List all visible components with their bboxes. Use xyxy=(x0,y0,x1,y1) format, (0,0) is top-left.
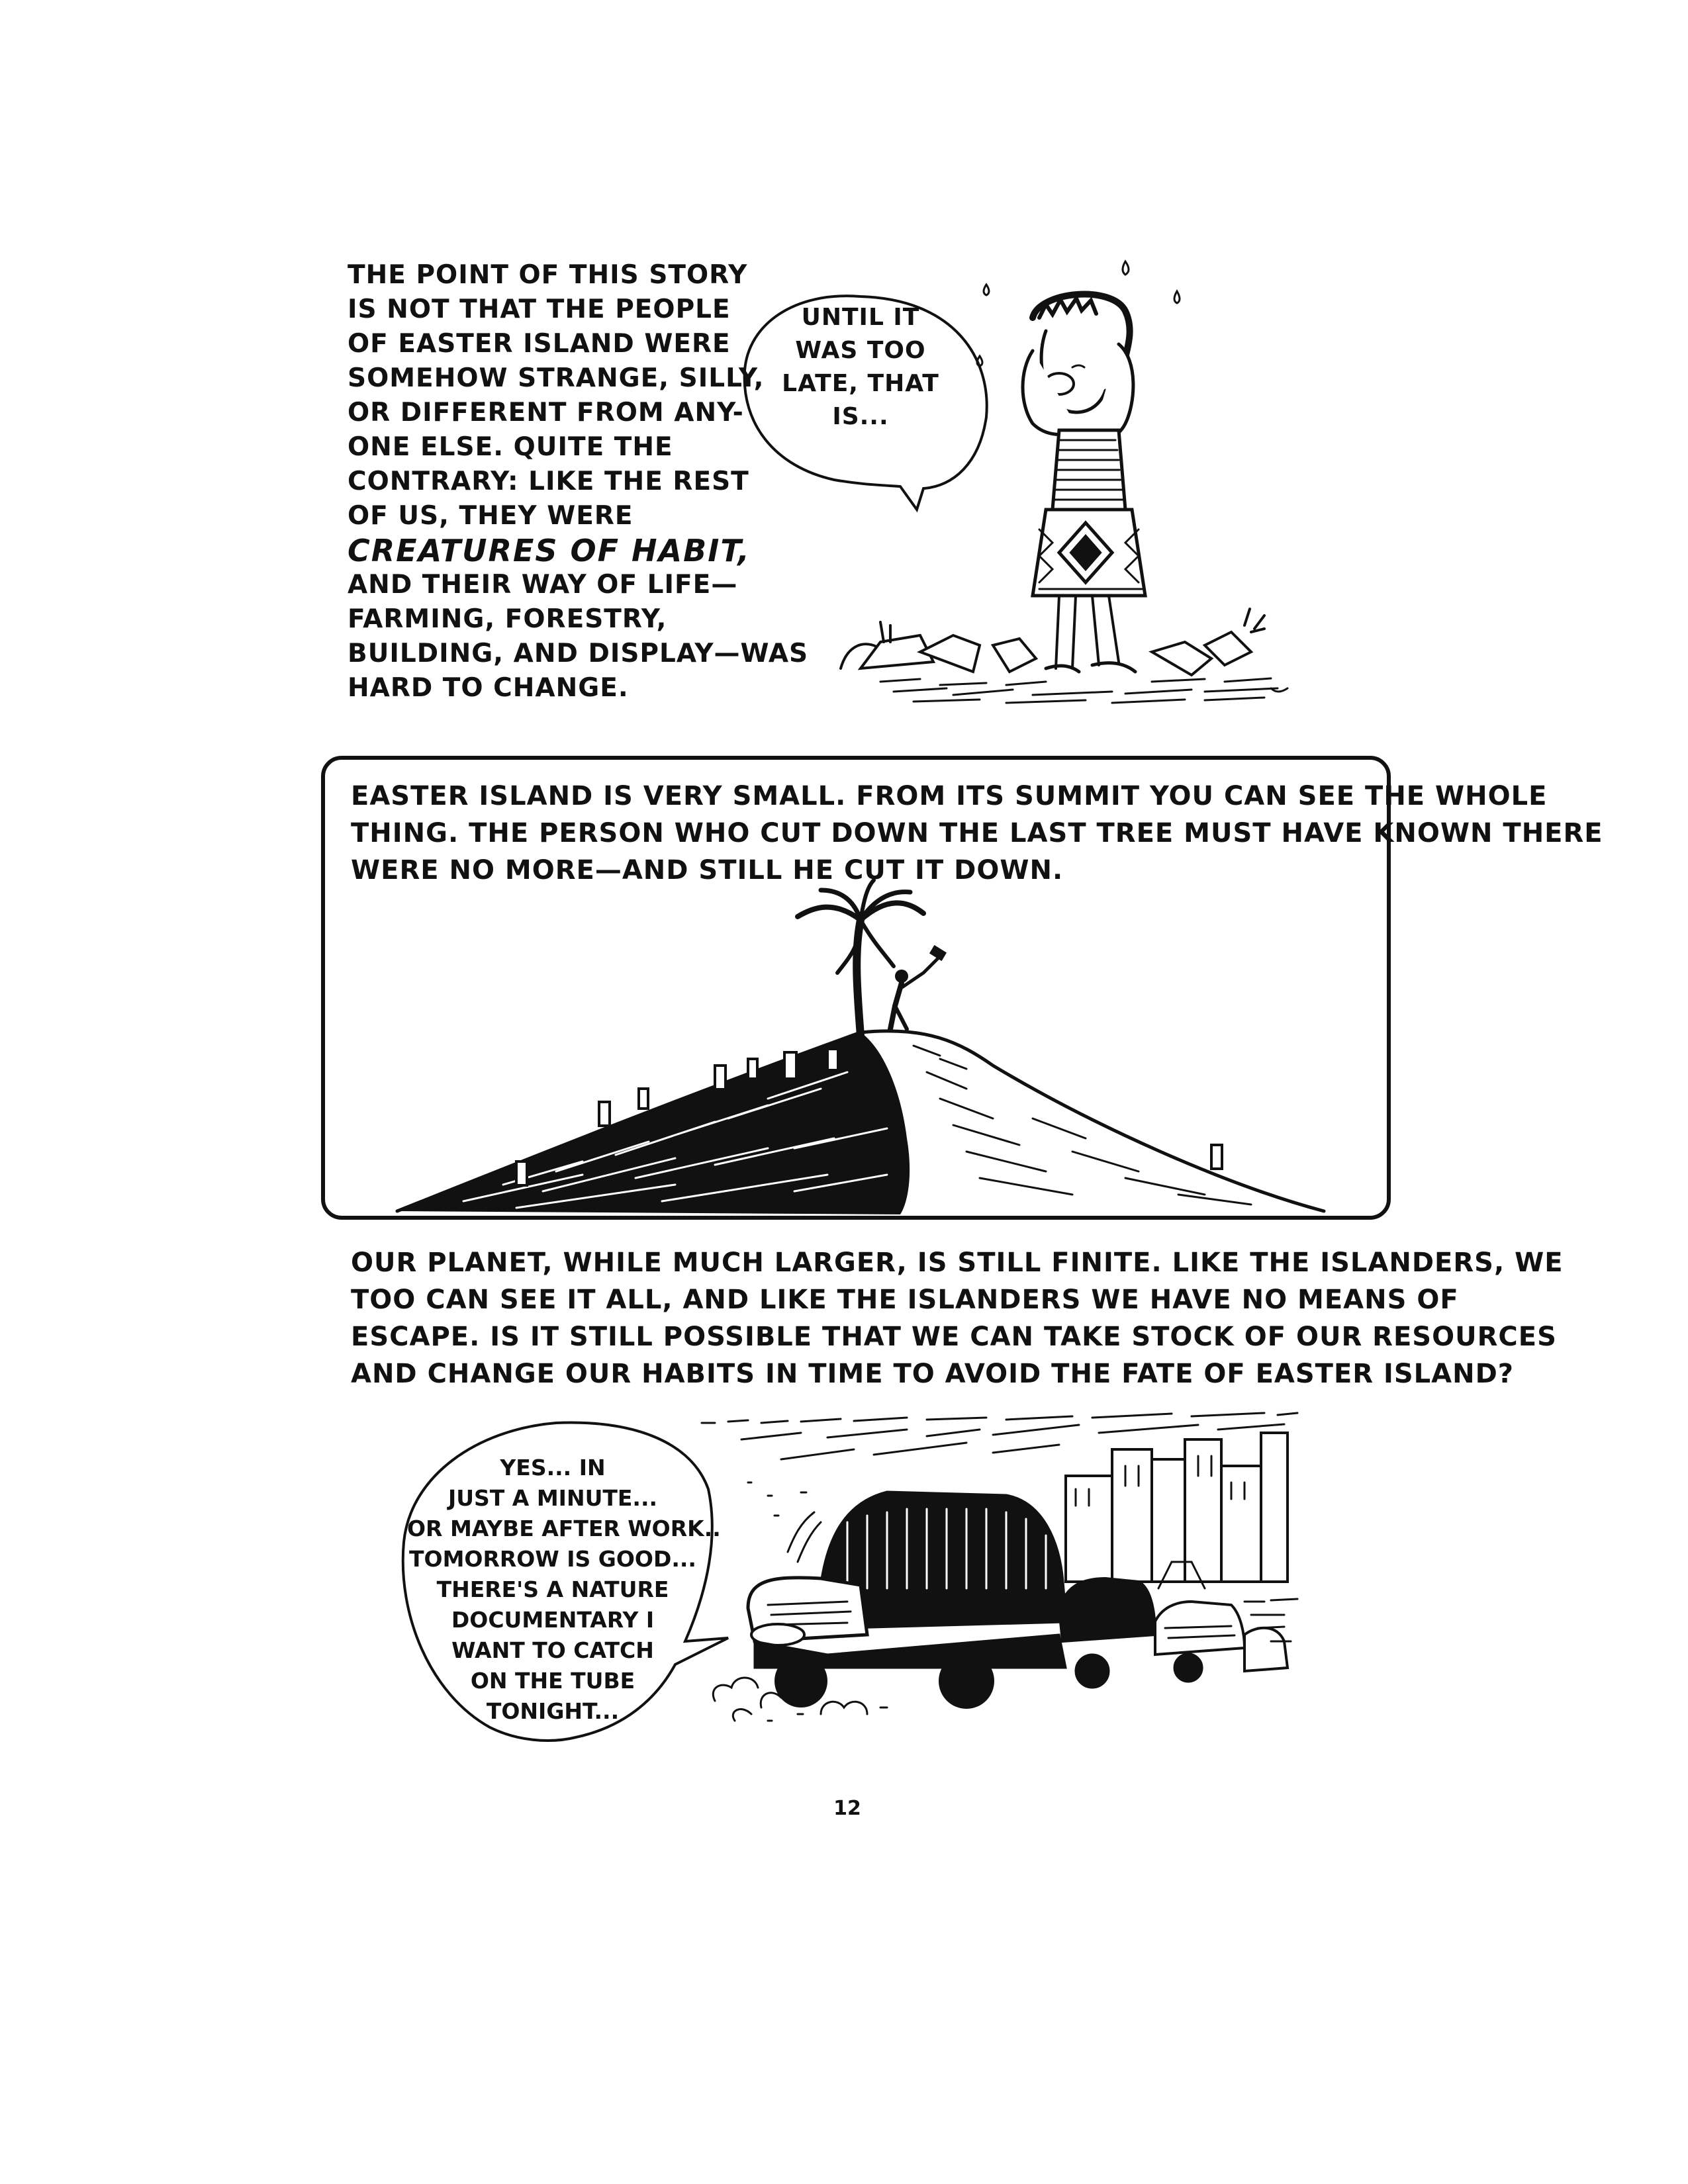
caption-line: SOMEHOW STRANGE, SILLY, xyxy=(348,363,765,393)
page-number: 12 xyxy=(833,1797,861,1820)
bubble-line: IS... xyxy=(832,403,889,430)
caption-line: OUR PLANET, WHILE MUCH LARGER, IS STILL FINITE. LIKE THE ISLANDERS, WE xyxy=(351,1248,1564,1278)
caption-line: OR DIFFERENT FROM ANY- xyxy=(348,398,744,428)
rubble-ground xyxy=(841,609,1288,703)
bubble-line: WAS TOO xyxy=(795,337,926,364)
caption-line: OF US, THEY WERE xyxy=(348,501,633,531)
woodcutter-figure xyxy=(890,946,945,1029)
speech-bubble-2-text xyxy=(407,1453,721,1727)
caption-line: AND CHANGE OUR HABITS IN TIME TO AVOID THE FATE OF EASTER ISLAND? xyxy=(351,1359,1515,1389)
city-traffic-scene xyxy=(702,1413,1297,1721)
caption-line: ONE ELSE. QUITE THE xyxy=(348,432,673,462)
bubble-line: TOMORROW IS GOOD... xyxy=(409,1546,696,1572)
caption-line: CONTRARY: LIKE THE REST xyxy=(348,467,749,496)
panel-2-caption xyxy=(351,778,1603,889)
caption-line: IS NOT THAT THE PEOPLE xyxy=(348,295,731,324)
speech-bubble-1-text xyxy=(761,301,960,433)
bubble-line: WANT TO CATCH xyxy=(451,1637,654,1663)
caption-line: AND THEIR WAY OF LIFE— xyxy=(348,570,738,600)
caption-line: EASTER ISLAND IS VERY SMALL. FROM ITS SUMMIT YOU CAN SEE THE WHOLE xyxy=(351,781,1548,811)
caption-line: WERE NO MORE—AND STILL HE CUT IT DOWN. xyxy=(351,855,1064,886)
caption-line: OF EASTER ISLAND WERE xyxy=(348,329,731,359)
easter-island-hill xyxy=(397,1031,1324,1214)
caption-emphasis: CREATURES OF HABIT, xyxy=(348,533,751,569)
islander-figure xyxy=(977,261,1180,672)
bubble-line: THERE'S A NATURE xyxy=(436,1576,669,1602)
bubble-line: DOCUMENTARY I xyxy=(451,1607,655,1633)
caption-line: THING. THE PERSON WHO CUT DOWN THE LAST TREE MUST HAVE KNOWN THERE xyxy=(351,818,1603,848)
caption-line: THE POINT OF THIS STORY xyxy=(348,260,748,290)
bubble-line: OR MAYBE AFTER WORK.. xyxy=(407,1516,721,1541)
caption-line: FARMING, FORESTRY, xyxy=(348,604,667,634)
intro-caption xyxy=(348,258,808,705)
last-palm-tree xyxy=(798,880,923,1036)
bottom-caption xyxy=(351,1244,1564,1392)
caption-line: ESCAPE. IS IT STILL POSSIBLE THAT WE CAN TAKE STOCK OF OUR RESOURCES xyxy=(351,1322,1557,1352)
caption-line: BUILDING, AND DISPLAY—WAS xyxy=(348,639,809,668)
bubble-line: JUST A MINUTE... xyxy=(447,1485,658,1511)
caption-line: TOO CAN SEE IT ALL, AND LIKE THE ISLANDERS WE HAVE NO MEANS OF xyxy=(351,1285,1459,1315)
bubble-line: ON THE TUBE xyxy=(470,1668,635,1694)
bubble-line: YES... IN xyxy=(500,1455,606,1480)
bubble-line: LATE, THAT xyxy=(782,370,939,397)
caption-line: HARD TO CHANGE. xyxy=(348,673,629,703)
bubble-line: TONIGHT... xyxy=(486,1698,620,1724)
bubble-line: UNTIL IT xyxy=(801,304,920,331)
